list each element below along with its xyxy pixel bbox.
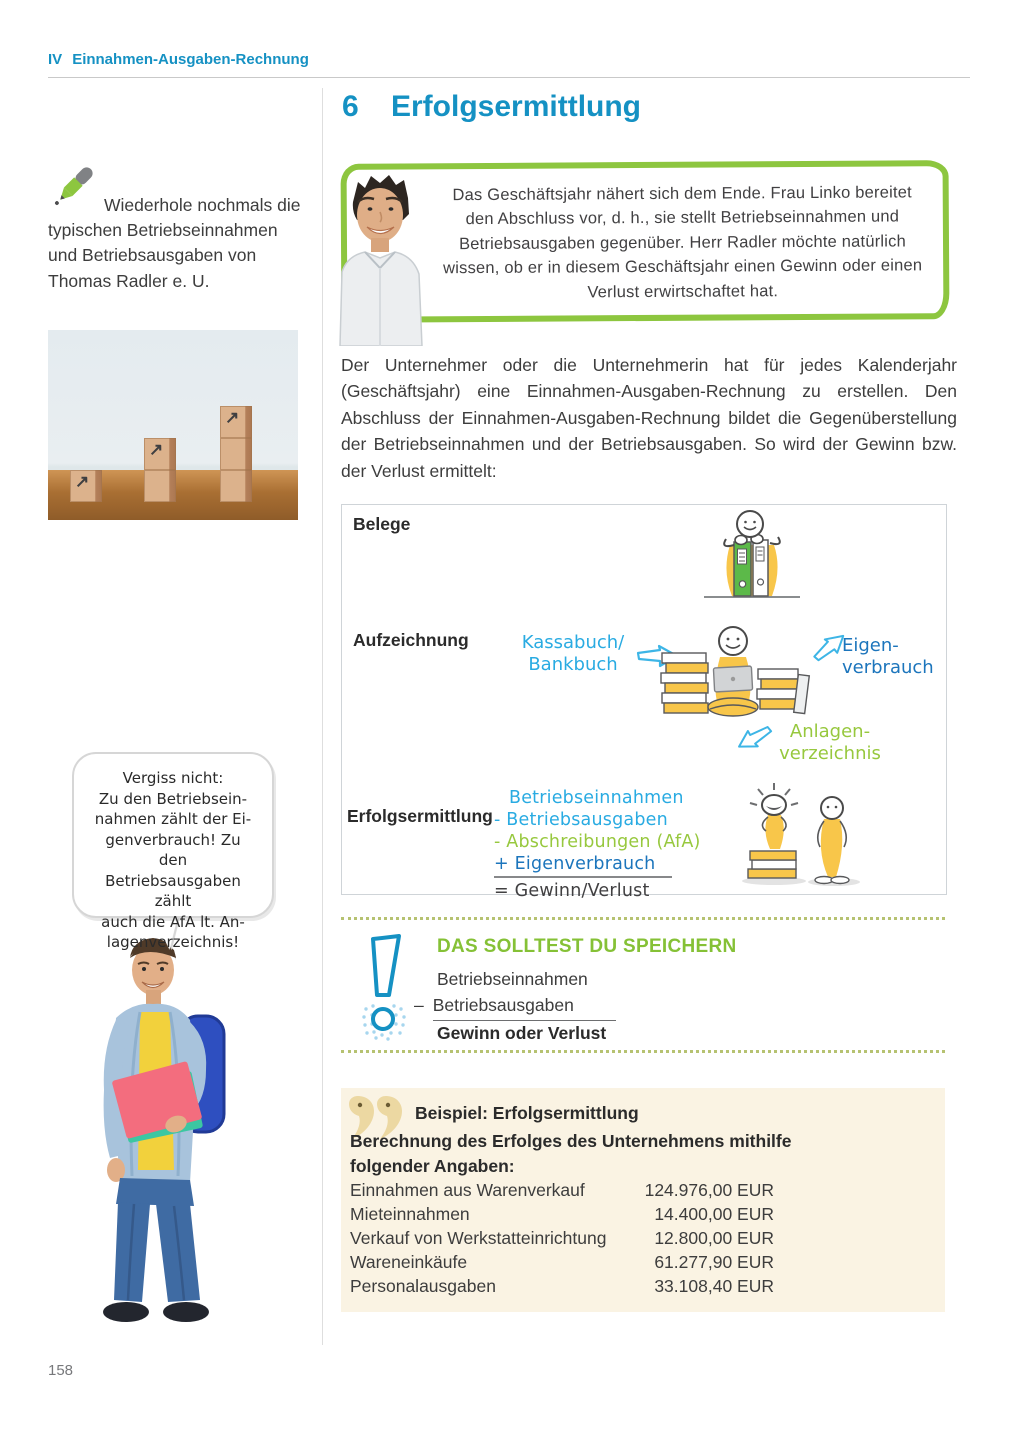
growth-arrow-icon: ↗ <box>225 408 240 427</box>
example-row <box>350 1252 774 1276</box>
sidebar-task <box>48 165 304 294</box>
diagram-formula <box>494 787 701 902</box>
example-row-label: Verkauf von Werkstatteinrichtung <box>350 1228 607 1248</box>
chapter-number: 6 <box>342 90 359 123</box>
example-row-label: Wareneinkäufe <box>350 1252 468 1272</box>
example-row <box>350 1204 774 1228</box>
breadcrumb <box>48 51 309 68</box>
example-row <box>350 1276 774 1300</box>
illustration-figure-binders <box>694 509 809 602</box>
diagram-label-aufzeichnung: Aufzeichnung <box>353 630 469 650</box>
example-row-value: 12.800,00 EUR <box>654 1228 774 1248</box>
intro-speech-bubble <box>341 160 950 323</box>
memo-result: Gewinn oder Verlust <box>437 1023 607 1043</box>
dotted-divider <box>341 1050 945 1053</box>
breadcrumb-chapter-number: IV <box>48 51 63 68</box>
diagram-label-erfolgsermittlung: Erfolgsermittlung <box>347 806 493 826</box>
formula-sum-line <box>494 876 672 878</box>
memo-line-ausgaben: – Betriebsausgaben <box>414 995 616 1021</box>
illustration-figures-result <box>734 777 869 889</box>
exclamation-icon <box>360 933 410 1041</box>
formula-line: Betriebseinnahmen <box>509 788 684 808</box>
wooden-cube <box>144 438 176 470</box>
example-intro-line2: folgender Angaben: <box>350 1156 515 1176</box>
growth-arrow-icon: ↗ <box>75 472 90 491</box>
example-row-value: 124.976,00 EUR <box>644 1180 774 1200</box>
wooden-cube <box>220 470 252 502</box>
formula-line: - Betriebsausgaben <box>494 810 668 830</box>
example-row <box>350 1228 774 1252</box>
formula-line: + Eigenverbrauch <box>494 854 656 874</box>
column-divider <box>322 88 323 1345</box>
intro-speech-text: Das Geschäftsjahr nähert sich dem Ende. Frau Linko bereitet den Abschluss vor, d. h., sie stellt Betriebseinnahmen und Betriebsausgaben gegenüber. Herr Radler möchte natürlich wissen, ob er in diesem Geschäftsjahr einen Gewinn oder einen Verlust erwirtschaftet hat. <box>443 183 923 301</box>
example-row-value: 61.277,90 EUR <box>654 1252 774 1272</box>
example-row-label: Personalausgaben <box>350 1276 496 1296</box>
page-number: 158 <box>48 1362 74 1379</box>
wooden-cube <box>220 438 252 470</box>
wooden-cube <box>70 470 102 502</box>
example-row-value: 33.108,40 EUR <box>654 1276 774 1296</box>
sidebar-task-text: Wiederhole nochmals die typischen Betriebseinnahmen und Betriebsausgaben von Thomas Radler e. U. <box>48 195 301 291</box>
formula-line: - Abschreibungen (AfA) <box>494 832 701 852</box>
diagram-note-anlagenverzeichnis: Anlagen- verzeichnis <box>779 721 881 764</box>
arrow-down-left-icon <box>734 723 774 753</box>
photo-man-portrait <box>334 168 427 346</box>
growth-arrow-icon: ↗ <box>149 440 164 459</box>
pencil-icon <box>48 165 104 213</box>
diagram-label-belege: Belege <box>353 514 411 534</box>
illustration-figure-books-laptop <box>654 617 814 721</box>
header-divider <box>48 77 970 78</box>
memo-line-einnahmen: Betriebseinnahmen <box>437 969 588 989</box>
dotted-divider <box>341 917 945 920</box>
wooden-cube <box>144 470 176 502</box>
page-title: Erfolgsermittlung <box>391 90 642 123</box>
memo-heading: DAS SOLLTEST DU SPEICHERN <box>437 936 737 957</box>
formula-line: = Gewinn/Verlust <box>494 881 650 901</box>
photo-wooden-blocks <box>48 330 298 520</box>
body-paragraph: Der Unternehmer oder die Unternehmerin hat für jedes Kalenderjahr (Geschäftsjahr) eine Einnahmen-Ausgaben-Rechnung zu erstellen. Den Abschluss der Einnahmen-Ausgaben-Rechnung bildet die Gegenüberstellung der Betriebseinnahmen und der Betriebsausgaben. So wird der Gewinn bzw. der Verlust ermittelt: <box>341 355 957 481</box>
memo-minus-sign: – <box>414 995 424 1015</box>
example-intro-line1: Berechnung des Erfolges des Unternehmens mithilfe <box>350 1131 792 1151</box>
photo-student <box>58 928 243 1328</box>
example-row-value: 14.400,00 EUR <box>654 1204 774 1224</box>
example-row-label: Mieteinnahmen <box>350 1204 470 1224</box>
diagram-note-eigenverbrauch: Eigen- verbrauch <box>842 635 934 678</box>
example-box <box>341 1088 945 1312</box>
process-diagram <box>341 504 947 901</box>
example-title: Beispiel: Erfolgsermittlung <box>415 1103 639 1123</box>
example-row <box>350 1180 774 1204</box>
diagram-note-kassabuch: Kassabuch/ Bankbuch <box>521 632 625 675</box>
wooden-cube <box>220 406 252 438</box>
example-row-label: Einnahmen aus Warenverkauf <box>350 1180 585 1200</box>
breadcrumb-label: Einnahmen-Ausgaben-Rechnung <box>72 51 309 68</box>
student-speech-bubble: Vergiss nicht: Zu den Betriebsein- nahmen zählt der Ei- genverbrauch! Zu den Betriebsausgaben zählt auch die AfA lt. An- lagenverzeichnis! <box>72 752 274 918</box>
